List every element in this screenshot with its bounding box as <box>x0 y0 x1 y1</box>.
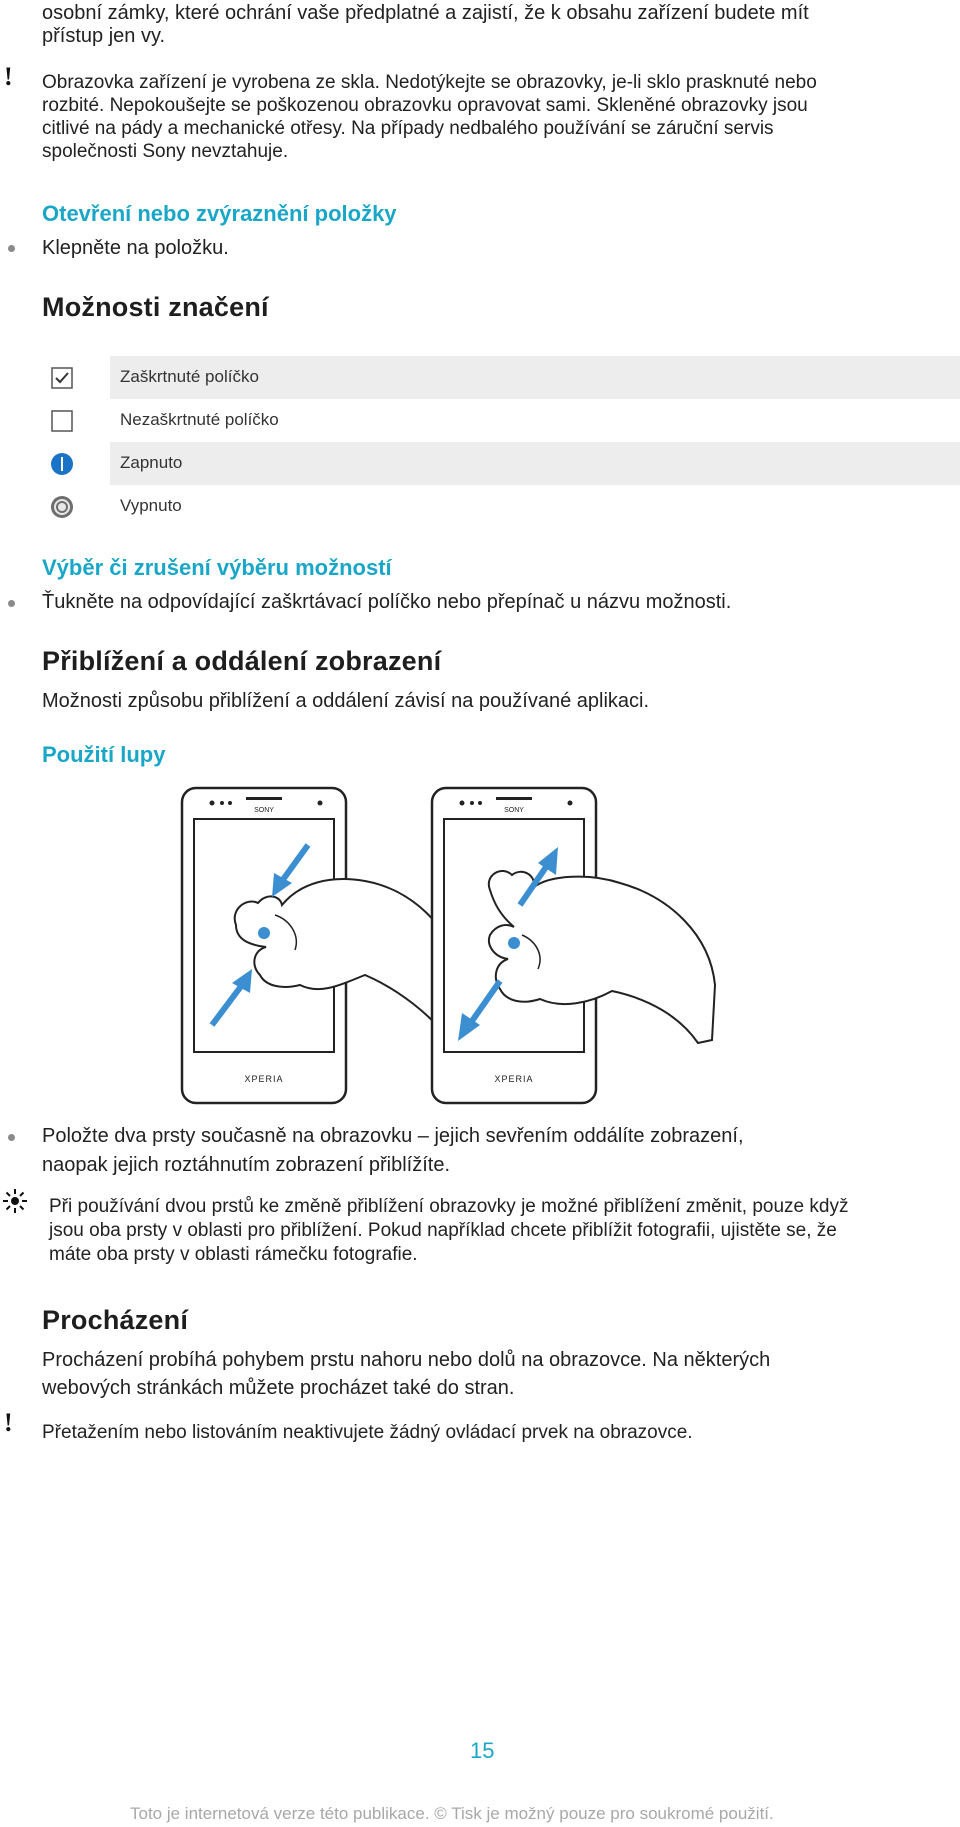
phone-brand: SONY <box>254 807 274 814</box>
marking-options-heading: Možnosti značení <box>42 292 269 322</box>
option-label: Zaškrtnuté políčko <box>120 367 259 386</box>
page-number: 15 <box>470 1738 495 1763</box>
warning-glass-line-1: Obrazovka zařízení je vyrobena ze skla. Nedotýkejte se obrazovky, je-li sklo prasknuté nebo <box>42 72 817 93</box>
open-item-heading: Otevření nebo zvýraznění položky <box>42 201 397 226</box>
phone-model: XPERIA <box>244 1074 284 1084</box>
option-label: Vypnuto <box>120 496 182 515</box>
open-item-step: Klepněte na položku. <box>42 237 229 259</box>
scrolling-warning: Přetažením nebo listováním neaktivujete žádný ovládací prvek na obrazovce. <box>42 1422 693 1443</box>
select-options-step: Ťukněte na odpovídající zaškrtávací políčko nebo přepínač u názvu možnosti. <box>42 591 732 613</box>
zoom-step-line-1: Položte dva prsty současně na obrazovku – jejich sevřením oddálíte zobrazení, <box>42 1125 744 1147</box>
unchecked-checkbox-icon <box>51 410 73 432</box>
zoom-heading: Přiblížení a oddálení zobrazení <box>42 646 442 676</box>
warning-glass-line-4: společnosti Sony nevztahuje. <box>42 141 289 162</box>
phone-pinch-in <box>182 788 465 1103</box>
tip-line-2: jsou oba prsty v oblasti pro přiblížení. Pokud například chcete přiblížit fotografii, ujistěte se, že <box>49 1220 837 1241</box>
option-row-off <box>110 485 960 528</box>
zoom-step-line-2: naopak jejich roztáhnutím zobrazení přiblížíte. <box>42 1154 450 1176</box>
scrolling-body-line-2: webových stránkách můžete procházet také do stran. <box>42 1377 515 1399</box>
warning-icon: ! <box>4 62 13 91</box>
zoom-body: Možnosti způsobu přiblížení a oddálení závisí na používané aplikaci. <box>42 690 650 712</box>
tip-line-3: máte oba prsty v oblasti rámečku fotografie. <box>49 1244 418 1265</box>
switch-on-icon <box>50 452 74 476</box>
bullet-icon <box>8 1134 15 1141</box>
tip-lightbulb-icon <box>2 1188 28 1214</box>
phone-model: XPERIA <box>494 1074 534 1084</box>
phone-brand: SONY <box>504 807 524 814</box>
scrolling-heading: Procházení <box>42 1305 189 1335</box>
option-label: Nezaškrtnuté políčko <box>120 410 279 429</box>
option-row-on <box>110 442 960 485</box>
warning-glass-line-2: rozbité. Nepokoušejte se poškozenou obrazovku opravovat sami. Skleněné obrazovky jsou <box>42 95 808 116</box>
warning-icon: ! <box>4 1408 13 1437</box>
checked-checkbox-icon <box>51 367 73 389</box>
pinch-zoom-illustration <box>150 785 960 1105</box>
warning-glass-line-3: citlivé na pády a mechanické otřesy. Na případy nedbalého používání se záruční servis <box>42 118 774 139</box>
footer-notice: Toto je internetová verze této publikace. © Tisk je možný pouze pro soukromé použití. <box>130 1804 774 1823</box>
option-row-unchecked <box>110 399 960 442</box>
tip-line-1: Při používání dvou prstů ke změně přiblížení obrazovky je možné přiblížení změnit, pouze když <box>49 1196 849 1217</box>
zoom-subheading: Použití lupy <box>42 742 166 767</box>
scrolling-body-line-1: Procházení probíhá pohybem prstu nahoru nebo dolů na obrazovce. Na některých <box>42 1349 771 1371</box>
option-row-checked <box>110 356 960 399</box>
intro-line-2: přístup jen vy. <box>42 25 166 47</box>
option-label: Zapnuto <box>120 453 183 472</box>
bullet-icon <box>8 245 15 252</box>
phone-pinch-out <box>432 788 715 1103</box>
select-options-heading: Výběr či zrušení výběru možností <box>42 555 392 580</box>
bullet-icon <box>8 600 15 607</box>
intro-line-1: osobní zámky, které ochrání vaše předplatné a zajistí, že k obsahu zařízení budete mít <box>42 2 809 24</box>
switch-off-icon <box>50 495 74 519</box>
